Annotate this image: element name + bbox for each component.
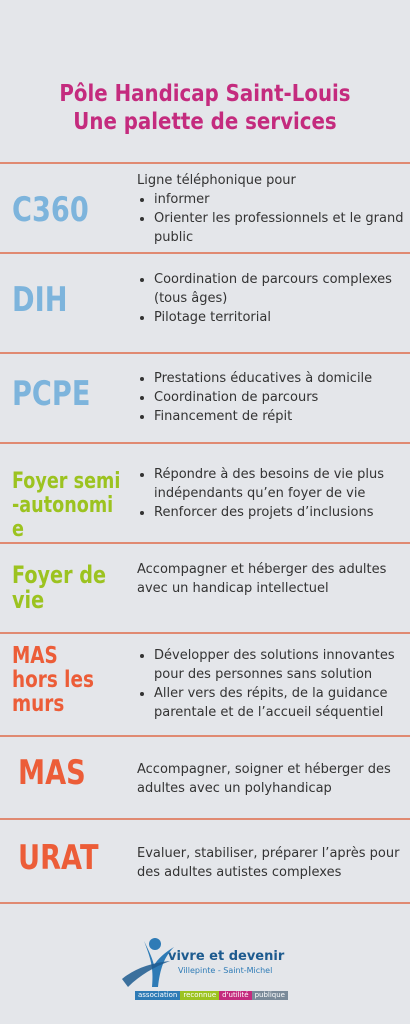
logo-tag: publique: [252, 991, 288, 1000]
service-description: [137, 369, 405, 426]
service-text: Accompagner, soigner et héberger des adultes avec un polyhandicap: [137, 762, 391, 796]
divider: [0, 162, 410, 164]
service-name: PCPE: [12, 374, 91, 414]
service-description: [137, 560, 405, 598]
service-bullet: • Financement de répit: [154, 407, 405, 426]
service-description: [137, 465, 405, 522]
service-description: [137, 760, 405, 798]
organization-logo: [120, 935, 300, 1005]
logo-tag: d'utilité: [219, 991, 251, 1000]
logo-tag: association: [135, 991, 180, 1000]
service-description: [137, 844, 405, 882]
service-bullet: • Coordination de parcours complexes (tous âges): [154, 270, 405, 308]
logo-name: vivre et devenir: [168, 949, 285, 964]
logo-tags: [135, 991, 288, 1000]
divider: [0, 352, 410, 354]
divider: [0, 632, 410, 634]
service-bullet: • Pilotage territorial: [154, 308, 405, 327]
service-description: [137, 646, 405, 722]
service-name: DIH: [12, 280, 68, 320]
service-bullet: • Coordination de parcours: [154, 388, 405, 407]
divider: [0, 542, 410, 544]
page-title: [29, 80, 382, 136]
page-title-line2: Une palette de services: [73, 109, 337, 135]
divider: [0, 735, 410, 737]
logo-subtitle: Villepinte - Saint-Michel: [178, 966, 273, 975]
service-bullet: • Renforcer des projets d’inclusions: [154, 503, 405, 522]
service-bullet: • Développer des solutions innovantes pour des personnes sans solution: [154, 646, 405, 684]
service-description: [137, 171, 405, 247]
service-bullet: • Prestations éducatives à domicile: [154, 369, 405, 388]
service-bullet: • Orienter les professionnels et le grand public: [154, 209, 405, 247]
logo-tag: reconnue: [180, 991, 219, 1000]
service-bullet: • Aller vers des répits, de la guidance parentale et de l’accueil séquentiel: [154, 684, 405, 722]
service-name: URAT: [18, 838, 99, 878]
divider: [0, 442, 410, 444]
service-intro: Ligne téléphonique pour: [137, 173, 296, 188]
divider: [0, 252, 410, 254]
service-bullet: • Répondre à des besoins de vie plus indépendants qu’en foyer de vie: [154, 465, 405, 503]
service-name: Foyer de vie: [12, 561, 106, 614]
service-name: C360: [12, 190, 89, 230]
divider: [0, 818, 410, 820]
service-name: Foyer semi-autonomie: [12, 469, 121, 542]
service-text: Evaluer, stabiliser, préparer l’après pour des adultes autistes complexes: [137, 846, 400, 880]
service-description: [137, 270, 405, 327]
service-name: MAS: [18, 753, 86, 793]
service-bullet: • informer: [154, 190, 405, 209]
divider: [0, 902, 410, 904]
service-name: MAS hors les murs: [12, 643, 94, 717]
service-text: Accompagner et héberger des adultes avec un handicap intellectuel: [137, 562, 387, 596]
page-title-line1: Pôle Handicap Saint-Louis: [59, 81, 351, 107]
